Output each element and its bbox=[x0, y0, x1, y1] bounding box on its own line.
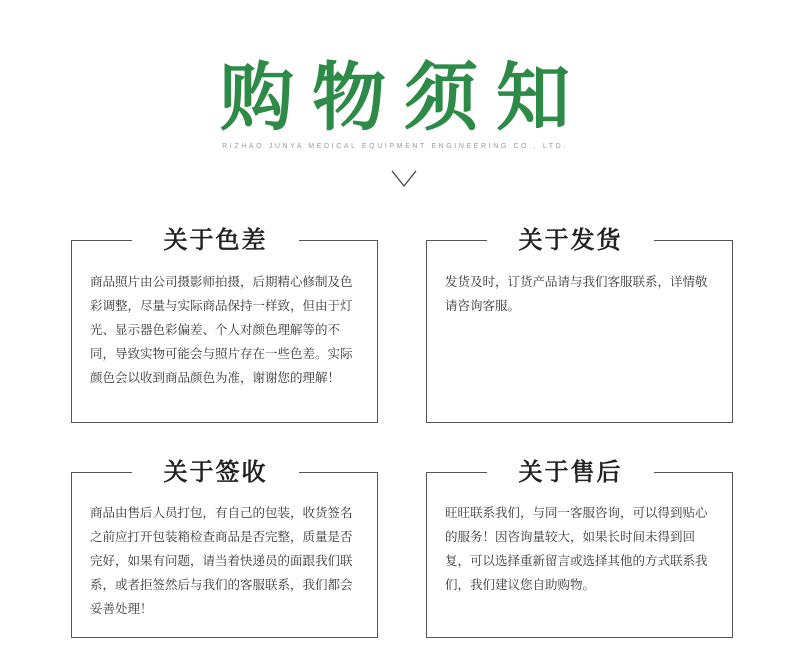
card-border-right bbox=[654, 472, 732, 473]
card-text: 发货及时，订货产品请与我们客服联系，详情敬请咨询客服。 bbox=[445, 274, 708, 313]
card-receipt bbox=[71, 458, 378, 638]
card-border-left bbox=[72, 240, 132, 241]
chevron-down-icon bbox=[391, 170, 417, 188]
card-shipping bbox=[426, 226, 733, 423]
card-border-left bbox=[427, 472, 487, 473]
card-text: 旺旺联系我们，与同一客服咨询，可以得到贴心的服务！因咨询量较大，如果长时间未得到回复，可以选择重新留言或选择其他的方式联系我们，我们建议您自助购物。 bbox=[445, 505, 708, 592]
company-subtitle: RIZHAO JUNYA MEDICAL EQUIPMENT ENGINEERING CO., LTD. bbox=[222, 143, 568, 150]
card-heading: 关于售后 bbox=[518, 458, 623, 486]
card-border-left bbox=[72, 472, 132, 473]
card-heading: 关于签收 bbox=[163, 458, 268, 486]
card-border-right bbox=[299, 472, 377, 473]
card-text: 商品由售后人员打包，有自己的包装，收货签名之前应打开包装箱检查商品是否完整，质量是否完好，如果有问题，请当着快递员的面跟我们联系，或者拒签然后与我们的客服联系，我们都会妥善处理！ bbox=[90, 505, 353, 616]
card-border-right bbox=[654, 240, 732, 241]
card-heading: 关于色差 bbox=[163, 226, 268, 254]
card-border-right bbox=[299, 240, 377, 241]
card-text: 商品照片由公司摄影师拍摄，后期精心修制及色彩调整，尽量与实际商品保持一样致，但由于灯光、显示器色彩偏差、个人对颜色理解等的不同，导致实物可能会与照片存在一些色差。实际颜色会以收到商品颜色为准，谢谢您的理解！ bbox=[90, 274, 353, 385]
page-title: 购物须知 bbox=[220, 55, 588, 141]
card-after-sales bbox=[426, 458, 733, 638]
card-color-difference bbox=[71, 226, 378, 423]
card-border-left bbox=[427, 240, 487, 241]
card-heading: 关于发货 bbox=[518, 226, 623, 254]
